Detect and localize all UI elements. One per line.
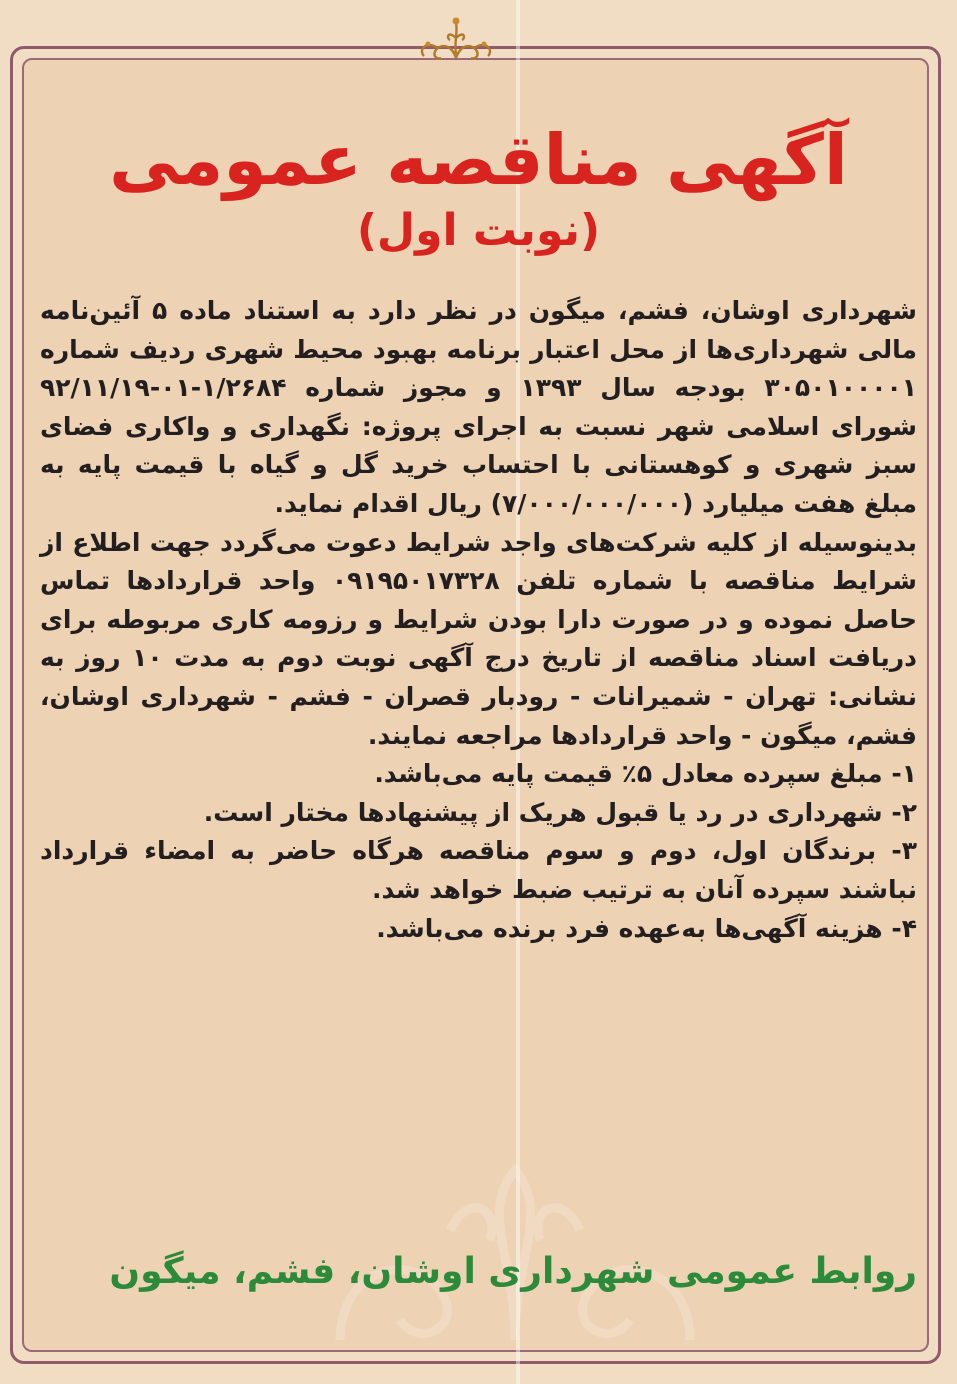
- ad-body: [40, 292, 917, 948]
- ad-title: آگهی مناقصه عمومی: [109, 119, 848, 201]
- intro-paragraph: شهرداری اوشان، فشم، میگون در نظر دارد به استناد ماده ۵ آئین‌نامه مالی شهرداری‌ها از محل اعتبار برنامه بهبود محیط شهری ردیف شماره ۳۰۵۰۱۰۰۰۰۱ بودجه سال ۱۳۹۳ و مجوز شماره ۱/۲۶۸۴-۰۱-۹۲/۱۱/۱۹ شورای اسلامی شهر نسبت به اجرای پروژه: نگهداری و واکاری فضای سبز شهری و کوهستانی با احتساب خرید گل و گیاه با قیمت پایه به مبلغ هفت میلیارد (۷/۰۰۰/۰۰۰/۰۰۰) ریال اقدام نماید.: [40, 296, 917, 518]
- condition-item-2: ۲- شهرداری در رد یا قبول هریک از پیشنهادها مختار است.: [203, 797, 917, 827]
- ad-subtitle: (نوبت اول): [356, 205, 601, 256]
- condition-item-1: ۱- مبلغ سپرده معادل ۵٪ قیمت پایه می‌باشد.: [374, 759, 917, 789]
- ad-footer-signature: روابط عمومی شهرداری اوشان، فشم، میگون: [109, 1251, 917, 1292]
- condition-item-4: ۴- هزینه آگهی‌ها به‌عهده فرد برنده می‌باشد.: [376, 913, 917, 943]
- condition-item-3: ۳- برندگان اول، دوم و سوم مناقصه هرگاه حاضر به امضاء قرارداد نباشند سپرده آنان به ترتیب ضبط خواهد شد.: [40, 836, 917, 904]
- invitation-paragraph: بدینوسیله از کلیه شرکت‌های واجد شرایط دعوت می‌گردد جهت اطلاع از شرایط مناقصه با شماره تلفن ۰۹۱۹۵۰۱۷۳۲۸ واحد قراردادها تماس حاصل نموده و در صورت دارا بودن شرایط و رزومه کاری مربوطه برای دریافت اسناد مناقصه از تاریخ درج آگهی نوبت دوم به مدت ۱۰ روز به نشانی: تهران - شمیرانات - رودبار قصران - فشم - شهرداری اوشان، فشم، میگون - واحد قراردادها مراجعه نمایند.: [40, 527, 918, 750]
- floral-ornament-icon: [408, 14, 504, 64]
